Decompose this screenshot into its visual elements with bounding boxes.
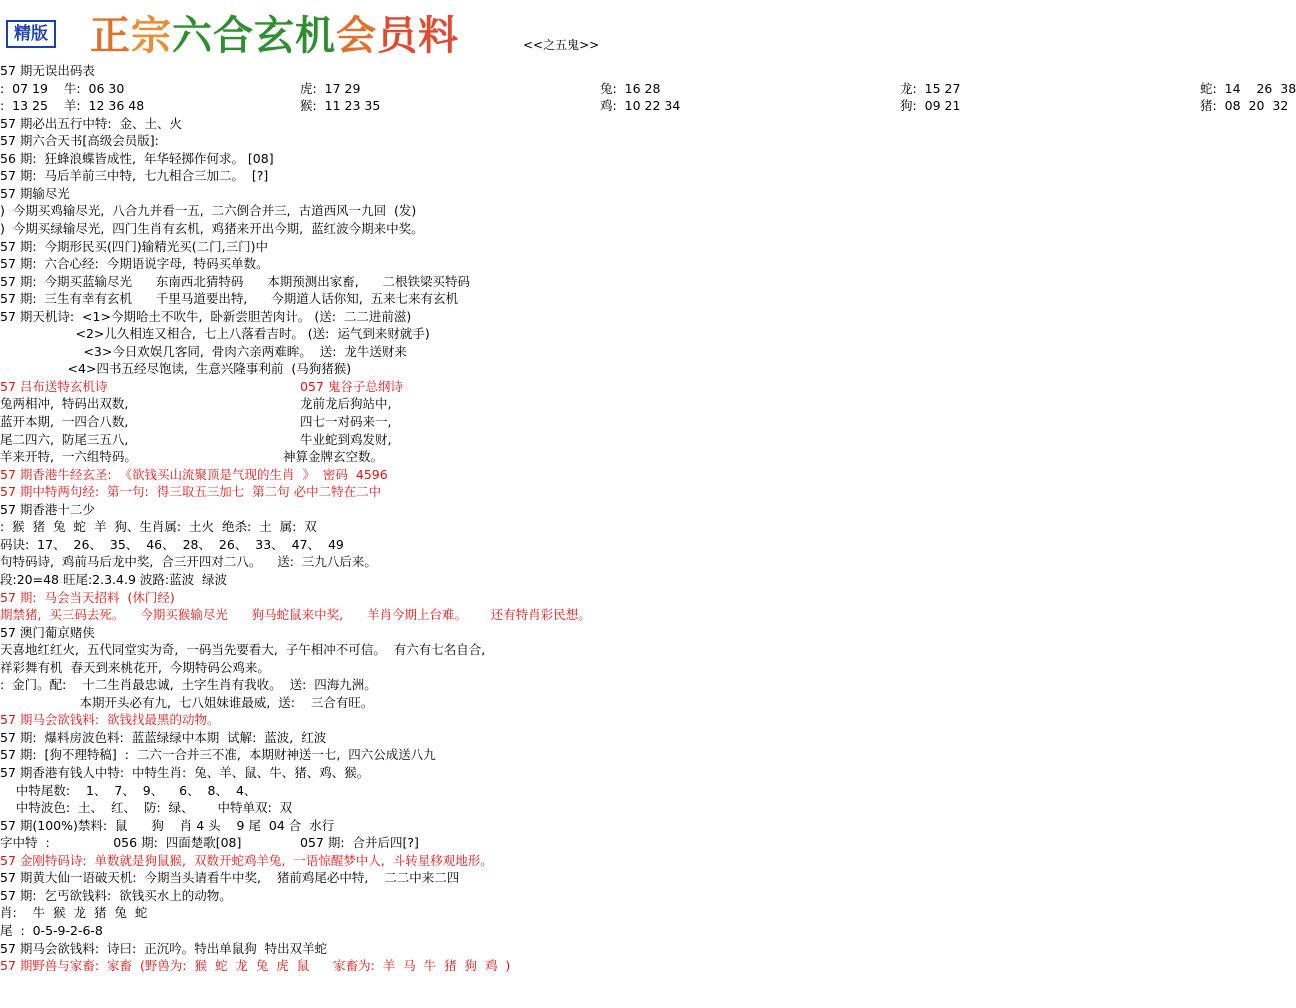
text-line: 57 期必出五行中特: 金、土、火 (0, 115, 183, 131)
text-line: ) 今期买绿输尽光, 四门生肖有玄机, 鸡猪来开出今期, 蓝红波今期来中奖。 (0, 220, 424, 236)
text-line: 57 期黄大仙一语破天机: 今期当头请看牛中奖, 猪前鸡尾必中特, 二二中来二四 (0, 870, 460, 886)
text-line: 56 期: 狂蜂浪蝶皆成性, 年华轻掷作何求。 [08] (0, 150, 274, 166)
text-line: 本期开头必有九, 七八姐妹谁最威, 送: 三合有旺。 (0, 694, 374, 710)
text-line: ) 今期买鸡输尽光, 八合九并看一五, 二六倒合并三, 古道西风一九回 (发) (0, 203, 417, 219)
title-char: 会 (336, 12, 377, 59)
text-line: 57 期香港牛经玄圣: 《欲钱买山流聚顶是气现的生肖 》 密码 4596 (0, 466, 388, 482)
text-line: 尾 : 0-5-9-2-6-8 (0, 922, 103, 938)
text-line: 57 期中特两句经: 第一句: 得三取五三加七 第二句 必中二特在二中 (0, 484, 382, 500)
header (0, 0, 621, 58)
text-line: 57 金刚特码诗: 单数就是狗鼠猴, 双数开蛇鸡羊兔, 一语惊醒梦中人, 斗转星移观地形。 (0, 852, 493, 868)
line-cell: 狗: 09 21 (900, 98, 961, 114)
line-cell: 57 吕布送特玄机诗 (0, 378, 108, 394)
text-line: 57 期输尽光 (0, 185, 70, 201)
text-line: 句特码诗, 鸡前马后龙中奖, 合三开四对二八。 送: 三九八后来。 (0, 554, 377, 570)
title-char: 正 (90, 12, 131, 59)
text-line: 57 期(100%)禁料: 鼠 狗 肖 4 头 9 尾 04 合 水行 (0, 817, 335, 833)
text-line: 57 期: 三生有幸有玄机 千里马道要出特, 今期道人话你知, 五来七来有玄机 (0, 291, 459, 307)
text-line: 57 期: 马后羊前三中特, 七九相合三加二。 [?] (0, 168, 269, 184)
text-line: 中特波色: 土、 红、 防: 绿、 中特单双: 双 (0, 800, 293, 816)
text-line: 57 期: 六合心经: 今期语说字母, 特码买单数。 (0, 256, 269, 272)
line-cell: 字中特 : 056 期: 四面楚歌[08] (0, 835, 242, 851)
line-cell: 猪: 08 20 32 (1200, 98, 1289, 114)
text-line: 段:20=48 旺尾:2.3.4.9 波路:蓝波 绿波 (0, 571, 228, 587)
text-line: 57 期马会欲钱料: 诗曰: 正沉吟。特出单鼠狗 特出双羊蛇 (0, 940, 328, 956)
text-line: <4>四书五经尽饱读, 生意兴隆事利前 (马狗猪猴) (0, 361, 352, 377)
text-line: 57 期: [狗不理特稿] : 二六一合并三不准, 本期财神送一七, 四六公成送八九 (0, 747, 436, 763)
text-line: 祥彩舞有机 春天到来桃花开, 今期特码公鸡来。 (0, 659, 270, 675)
line-cell: 羊来开特, 一六组特码。 (0, 449, 137, 465)
text-line: 码诀: 17、 26、 35、 46、 28、 26、 33、 47、 49 (0, 536, 344, 552)
text-line: 57 期无误出码表 (0, 63, 95, 78)
text-line: 期禁猪, 买三码去死。 今期买猴输尽光 狗马蛇鼠来中奖, 羊肖今期上台难。 还有特肖彩民想。 (0, 607, 591, 623)
text-line: 天喜地红红火, 五代同堂实为奇, 一码当先要看大, 子午相冲不可信。 有六有七名自合, (0, 642, 486, 658)
header-tag: <<之五鬼>> (523, 38, 600, 52)
line-cell: 057 期: 合并后四[?] (300, 835, 419, 851)
line-cell: 蓝开本期, 一四合八数, (0, 414, 129, 429)
title-char: 宗 (131, 12, 172, 59)
text-line: 57 澳门葡京赌侠 (0, 624, 95, 640)
line-cell: 虎: 17 29 (300, 80, 361, 96)
title-char: 六 (172, 12, 213, 59)
text-line: 57 期野兽与家畜: 家畜 (野兽为: 猴 蛇 龙 兔 虎 鼠 家畜为: 羊 马 牛 猪 狗 鸡 ) (0, 958, 511, 974)
text-line: 中特尾数: 1、 7、 9、 6、 8、 4、 (0, 782, 257, 798)
line-cell: 龙前龙后狗站中, (300, 396, 392, 412)
text-line: 57 期香港有钱人中特: 中特生肖: 兔、羊、鼠、牛、猪、鸡、猴。 (0, 765, 370, 780)
edition-badge: 精版 (6, 20, 56, 48)
title-char: 玄 (254, 12, 295, 59)
text-line: 57 期马会欲钱料: 欲钱找最黑的动物。 (0, 712, 220, 728)
line-cell: 蛇: 14 26 38 (1200, 80, 1296, 96)
text-line: 57 期: 乞丐欲钱料: 欲钱买水上的动物。 (0, 887, 232, 903)
line-cell: 兔: 16 28 (600, 80, 661, 96)
text-line: 57 期: 今期买蓝输尽光 东南西北猜特码 本期预测出家畜, 二根铁梁买特码 (0, 273, 471, 289)
text-line: 57 期香港十二少 (0, 501, 95, 517)
line-cell: : 07 19 牛: 06 30 (0, 80, 125, 96)
line-cell: 神算金牌玄空数。 (283, 449, 384, 465)
text-line: 57 期: 今期形民买(四门)输精光买(二门,三门)中 (0, 238, 269, 254)
line-cell: : 13 25 羊: 12 36 48 (0, 98, 145, 114)
line-cell: 尾二四六, 防尾三五八, (0, 431, 129, 447)
line-cell: 四七一对码来一, (300, 414, 392, 429)
line-cell: 057 鬼谷子总纲诗 (300, 378, 403, 394)
line-cell: 兔两相冲, 特码出双数, (0, 396, 129, 412)
text-line: : 猴 猪 兔 蛇 羊 狗、生肖属: 土火 绝杀: 土 属: 双 (0, 519, 317, 535)
text-line: 57 期六合天书[高级会员版]: (0, 133, 159, 149)
text-line: 57 期天机诗: <1>今期哈土不吹牛, 卧新尝胆苦肉计。 (送: 二二进前滋) (0, 308, 412, 324)
line-cell: 猴: 11 23 35 (300, 98, 381, 114)
page-title (90, 4, 459, 61)
line-cell: 鸡: 10 22 34 (600, 98, 681, 114)
title-char: 料 (418, 12, 459, 59)
text-line: <3>今日欢娱几客同, 骨肉六亲两难眸。 送: 龙牛送财来 (0, 343, 407, 359)
text-line: 肖: 牛 猴 龙 猪 兔 蛇 (0, 905, 148, 921)
title-char: 员 (377, 12, 418, 59)
title-char: 合 (213, 12, 254, 59)
title-char: 机 (295, 12, 336, 59)
text-line: : 金门。配: 十二生肖最忠诚, 土字生肖有我收。 送: 四海九洲。 (0, 677, 377, 693)
text-line: 57 期: 马会当天招料 (休门经) (0, 589, 175, 605)
text-line: <2>儿久相连又相合, 七上八落看吉时。 (送: 运气到来财就手) (0, 326, 430, 342)
text-line: 57 期: 爆料房波色料: 蓝蓝绿绿中本期 试解: 蓝波, 红波 (0, 729, 327, 745)
line-cell: 龙: 15 27 (900, 80, 961, 96)
line-cell: 牛业蛇到鸡发财, (300, 431, 392, 447)
